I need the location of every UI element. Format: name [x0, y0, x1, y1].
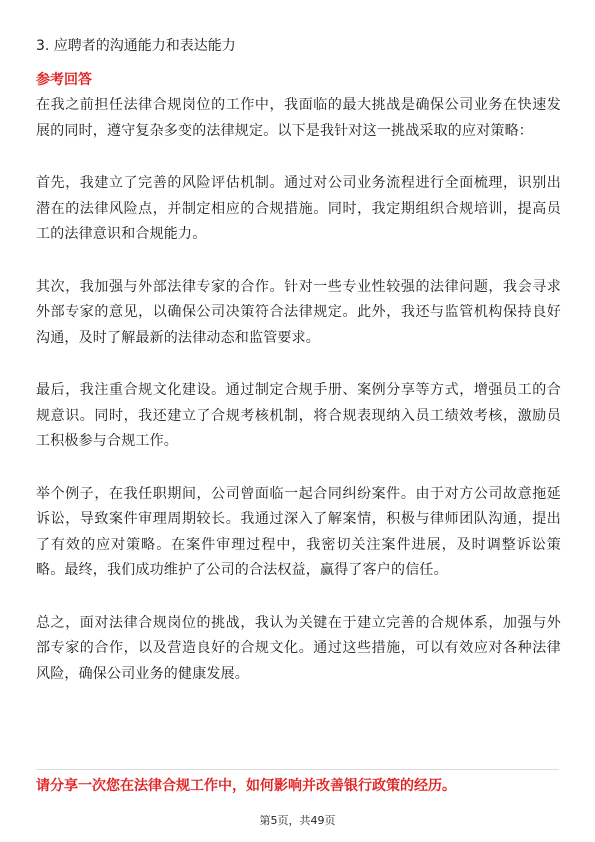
section-divider — [36, 769, 559, 770]
paragraph-conclusion: 总之，面对法律合规岗位的挑战，我认为关键在于建立完善的合规体系，加强与外部专家的合作，以及营造良好的合规文化。通过这些措施，可以有效应对各种法律风险，确保公司业务的健康发展。 — [36, 614, 561, 682]
paragraph-first: 首先，我建立了完善的风险评估机制。通过对公司业务流程进行全面梳理，识别出潜在的法律风险点，并制定相应的合规措施。同时，我定期组织合规培训，提高员工的法律意识和合规能力。 — [36, 175, 561, 242]
paragraph-intro: 在我之前担任法律合规岗位的工作中，我面临的最大挑战是确保公司业务在快速发展的同时，遵守复杂多变的法律规定。以下是我针对这一挑战采取的应对策略： — [36, 97, 561, 139]
paragraph-second: 其次，我加强与外部法律专家的合作。针对一些专业性较强的法律问题，我会寻求外部专家的意见，以确保公司决策符合法律规定。此外，我还与监管机构保持良好沟通，及时了解最新的法律动态和监管要求。 — [36, 278, 561, 346]
answer-body — [36, 93, 561, 714]
next-question: 请分享一次您在法律合规工作中，如何影响并改善银行政策的经历。 — [36, 778, 456, 794]
paragraph-example: 举个例子，在我任职期间，公司曾面临一起合同纠纷案件。由于对方公司故意拖延诉讼，导致案件审理周期较长。我通过深入了解案情，积极与律师团队沟通，提出了有效的应对策略。在案件审理过程中，我密切关注案件进展，及时调整诉讼策略。最终，我们成功维护了公司的合法权益，赢得了客户的信任。 — [36, 485, 561, 578]
answer-label: 参考回答 — [36, 72, 92, 88]
page-footer: 第5页，共49页 — [259, 814, 336, 827]
paragraph-third: 最后，我注重合规文化建设。通过制定合规手册、案例分享等方式，增强员工的合规意识。同时，我还建立了合规考核机制，将合规表现纳入员工绩效考核，激励员工积极参与合规工作。 — [36, 382, 561, 449]
section-heading: 3. 应聘者的沟通能力和表达能力 — [36, 38, 236, 54]
